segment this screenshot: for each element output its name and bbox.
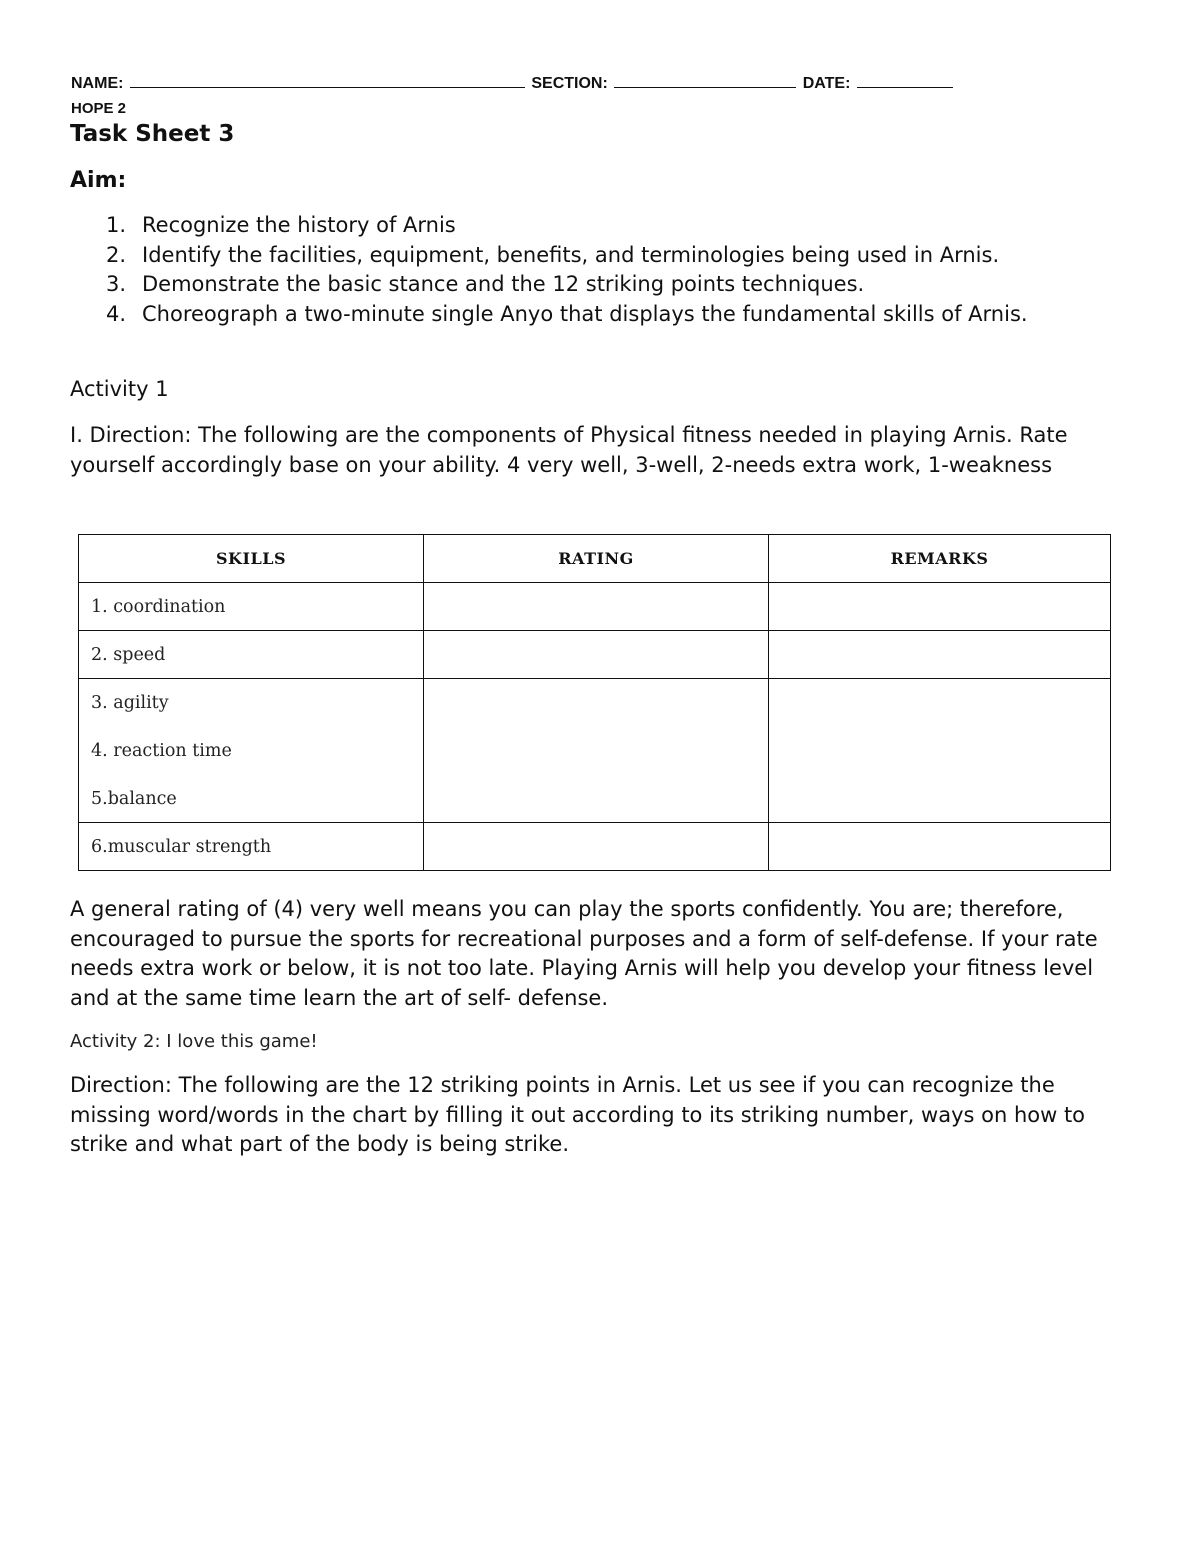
section-blank[interactable] [614,72,796,88]
table-row [79,631,1111,679]
aim-number: 1. [106,213,127,237]
activity2-heading: Activity 2: I love this game! [70,1031,318,1052]
column-header-rating: RATING [424,535,769,583]
date-label: DATE: [802,75,851,92]
header-fields [71,72,955,93]
column-header-remarks: REMARKS [769,535,1111,583]
table-row [79,583,1111,631]
aim-number: 2. [106,242,127,267]
activity1-direction: I. Direction: The following are the components of Physical fitness needed in playing Arnis. Rate yourself accordingly base on your ability. 4 very well, 3-well, 2-needs extra work, 1-weakness [70,423,1068,477]
skill-cell: 6.muscular strength [79,823,424,871]
remarks-cell[interactable] [769,679,1111,823]
aim-item [70,270,1130,300]
aims-list [70,211,1130,329]
page-title: Task Sheet 3 [70,121,235,147]
aim-text: Choreograph a two-minute single Anyo that displays the fundamental skills of Arnis. [142,301,1028,326]
aim-number: 4. [106,301,127,326]
aim-number: 3. [106,272,127,296]
remarks-cell[interactable] [769,631,1111,679]
skills-rating-table [78,534,1111,871]
column-header-skills: SKILLS [79,535,424,583]
skill-line: 3. agility [91,692,169,713]
activity1-heading: Activity 1 [70,377,169,401]
aim-item [70,211,1130,241]
remarks-cell[interactable] [769,583,1111,631]
table-header-row [79,535,1111,583]
aim-item [70,241,1130,271]
aim-heading: Aim: [70,168,127,193]
skill-cell: 2. speed [79,631,424,679]
skill-line: 5.balance [91,788,177,809]
skill-cell [79,679,424,823]
table-row [79,823,1111,871]
general-rating-paragraph: A general rating of (4) very well means you can play the sports confidently. You are; therefore, encouraged to pursue the sports for recreational purposes and a form of self-defense. If your rate needs extra work or below, it is not too late. Playing Arnis will help you develop your fitness level and at the same time learn the art of self- defense. [70,897,1098,1010]
aim-text: Identify the facilities, equipment, benefits, and terminologies being used in Arnis. [142,242,1000,267]
section-label: SECTION: [531,75,608,92]
aim-text: Recognize the history of Arnis [142,213,456,237]
rating-cell[interactable] [424,631,769,679]
name-blank[interactable] [130,72,525,88]
name-label: NAME: [71,75,124,92]
remarks-cell[interactable] [769,823,1111,871]
skill-line: 4. reaction time [91,740,232,761]
rating-cell[interactable] [424,823,769,871]
aim-text: Demonstrate the basic stance and the 12 striking points techniques. [142,272,865,296]
subject-label: HOPE 2 [71,100,127,117]
rating-cell[interactable] [424,679,769,823]
rating-cell[interactable] [424,583,769,631]
aim-item [70,300,1132,330]
activity2-direction: Direction: The following are the 12 striking points in Arnis. Let us see if you can recognize the missing word/words in the chart by filling it out according to its striking number, ways on how to strike and what part of the body is being strike. [70,1073,1086,1156]
skill-cell: 1. coordination [79,583,424,631]
table-row [79,679,1111,823]
date-blank[interactable] [857,72,953,88]
